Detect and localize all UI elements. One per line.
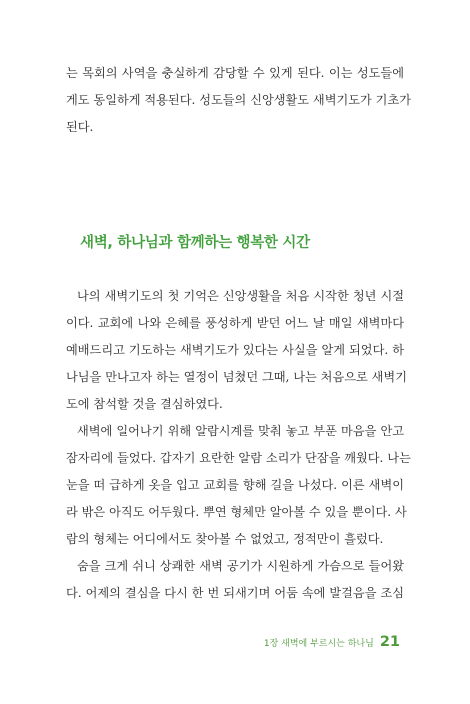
running-footer-chapter: 1장 새벽에 부르시는 하나님 (263, 639, 374, 649)
text-line: 는 목회의 사역을 충실하게 감당할 수 있게 된다. 이는 성도들에 (66, 66, 404, 80)
text-line: 새벽에 일어나기 위해 알람시계를 맞춰 놓고 부푼 마음을 안고 (77, 424, 404, 438)
text-line: 도에 참석할 것을 결심하였다. (66, 397, 223, 411)
text-line: 예배드리고 기도하는 새벽기도가 있다는 사실을 알게 되었다. 하 (66, 343, 404, 357)
text-line: 숨을 크게 쉬니 상쾌한 새벽 공기가 시원하게 가슴으로 들어왔 (77, 559, 404, 573)
page-footer (264, 634, 400, 650)
text-line: 눈을 떠 급하게 옷을 입고 교회를 향해 길을 나섰다. 이른 새벽이 (66, 478, 404, 492)
text-line: 라 밖은 아직도 어두웠다. 뿌연 형체만 알아볼 수 있을 뿐이다. 사 (66, 505, 407, 519)
page-number: 21 (379, 634, 400, 650)
section-heading: 새벽, 하나님과 함께하는 행복한 시간 (80, 235, 310, 251)
text-line: 람의 형체는 어디에서도 찾아볼 수 없었고, 정적만이 흘렀다. (66, 532, 384, 546)
text-line: 나의 새벽기도의 첫 기억은 신앙생활을 처음 시작한 청년 시절 (77, 289, 404, 303)
text-line: 된다. (66, 120, 94, 134)
text-line: 게도 동일하게 적용된다. 성도들의 신앙생활도 새벽기도가 기초가 (66, 93, 411, 107)
text-line: 이다. 교회에 나와 은혜를 풍성하게 받던 어느 날 매일 새벽마다 (66, 316, 404, 330)
text-line: 잠자리에 들었다. 갑자기 요란한 알람 소리가 단잠을 깨웠다. 나는 (66, 451, 411, 465)
text-line: 나님을 만나고자 하는 열정이 넘쳤던 그때, 나는 처음으로 새벽기 (66, 370, 407, 384)
intro-paragraph (66, 60, 411, 141)
section-body (66, 283, 411, 607)
text-line: 다. 어제의 결심을 다시 한 번 되새기며 어둠 속에 발걸음을 조심 (66, 586, 404, 600)
